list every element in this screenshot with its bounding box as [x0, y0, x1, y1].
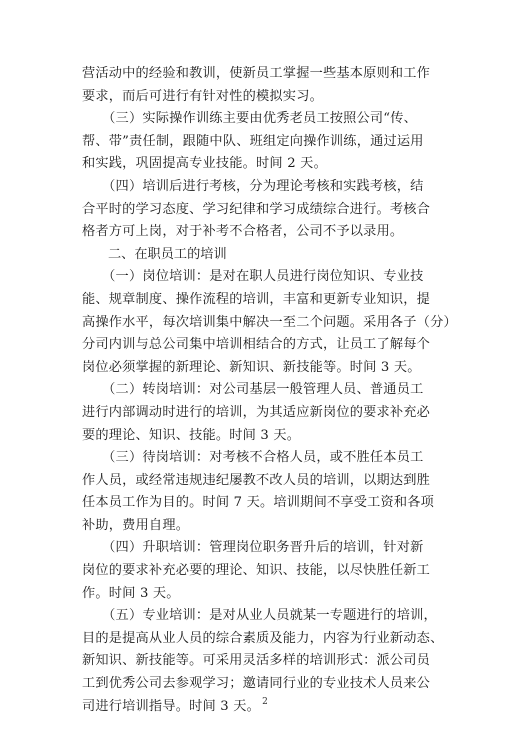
text-line: （二）转岗培训：对公司基层一般管理人员、普通员工 [82, 382, 424, 398]
text-line: 要的理论、知识、技能。时间 3 天。 [82, 427, 301, 443]
text-line: 作人员，或经常违规违纪屡教不改人员的培训，以期达到胜 [82, 472, 431, 488]
text-line: （五）专业培训：是对从业人员就某一专题进行的培训， [82, 608, 437, 624]
paragraph-promotion-training [82, 537, 462, 605]
text-line: 要求，而后可进行有针对性的模拟实习。 [82, 88, 323, 104]
text-line: （四）培训后进行考核，分为理论考核和实践考核，结 [82, 178, 424, 194]
text-line: 目的是提高从业人员的综合素质及能力，内容为行业新动态、 [82, 630, 444, 646]
paragraph-position-training [82, 266, 462, 379]
paragraph-post-training-assessment [82, 176, 462, 244]
text-line: （三）待岗培训：对考核不合格人员，或不胜任本员工 [82, 450, 424, 466]
text-line: 岗位必须掌握的新理论、新知识、新技能等。时间 3 天。 [82, 359, 421, 375]
text-line: 营活动中的经验和教训，使新员工掌握一些基本原则和工作 [82, 66, 431, 81]
text-line: 帮、带”责任制，跟随中队、班组定向操作训练，通过运用 [82, 133, 424, 149]
text-line: 合平时的学习态度、学习纪律和学习成绩综合进行。考核合 [82, 201, 431, 217]
text-line: （一）岗位培训：是对在职人员进行岗位知识、专业技 [82, 269, 424, 285]
text-line: 能、规章制度、操作流程的培训，丰富和更新专业知识，提 [82, 291, 431, 307]
paragraph-practical-training [82, 108, 462, 176]
text-line: 和实践，巩固提高专业技能。时间 2 天。 [82, 156, 327, 172]
text-line: （三）实际操作训练主要由优秀老员工按照公司“传、 [82, 111, 418, 127]
text-line: 司进行培训指导。时间 3 天。 [82, 698, 261, 714]
page-number: 2 [262, 697, 268, 707]
text-line: 补助，费用自理。 [82, 517, 190, 533]
paragraph-standby-training [82, 447, 462, 537]
text-line: 进行内部调动时进行的培训，为其适应新岗位的要求补充必 [82, 404, 431, 420]
paragraph-transfer-training [82, 379, 462, 447]
text-line: （四）升职培训：管理岗位职务晋升后的培训，针对新 [82, 540, 424, 556]
text-line: 岗位的要求补充必要的理论、知识、技能，以尽快胜任新工 [82, 563, 431, 579]
document-body [82, 63, 462, 718]
text-line: 任本员工作为目的。时间 7 天。培训期间不享受工资和各项 [82, 495, 435, 511]
text-line: 新知识、新技能等。可采用灵活多样的培训形式：派公司员 [82, 653, 431, 669]
paragraph-continued-simulation [82, 63, 462, 108]
text-line: 格者方可上岗，对于补考不合格者，公司不予以录用。 [82, 224, 404, 240]
section-heading-in-service-training: 二、在职员工的培训 [108, 246, 227, 262]
text-line: 工到优秀公司去参观学习；邀请同行业的专业技术人员来公 [82, 676, 431, 692]
text-line: 分司内训与总公司集中培训相结合的方式，让员工了解每个 [82, 337, 431, 353]
text-line: 高操作水平，每次培训集中解决一至二个问题。采用各子（分） [82, 314, 457, 330]
text-line: 作。时间 3 天。 [82, 585, 180, 601]
